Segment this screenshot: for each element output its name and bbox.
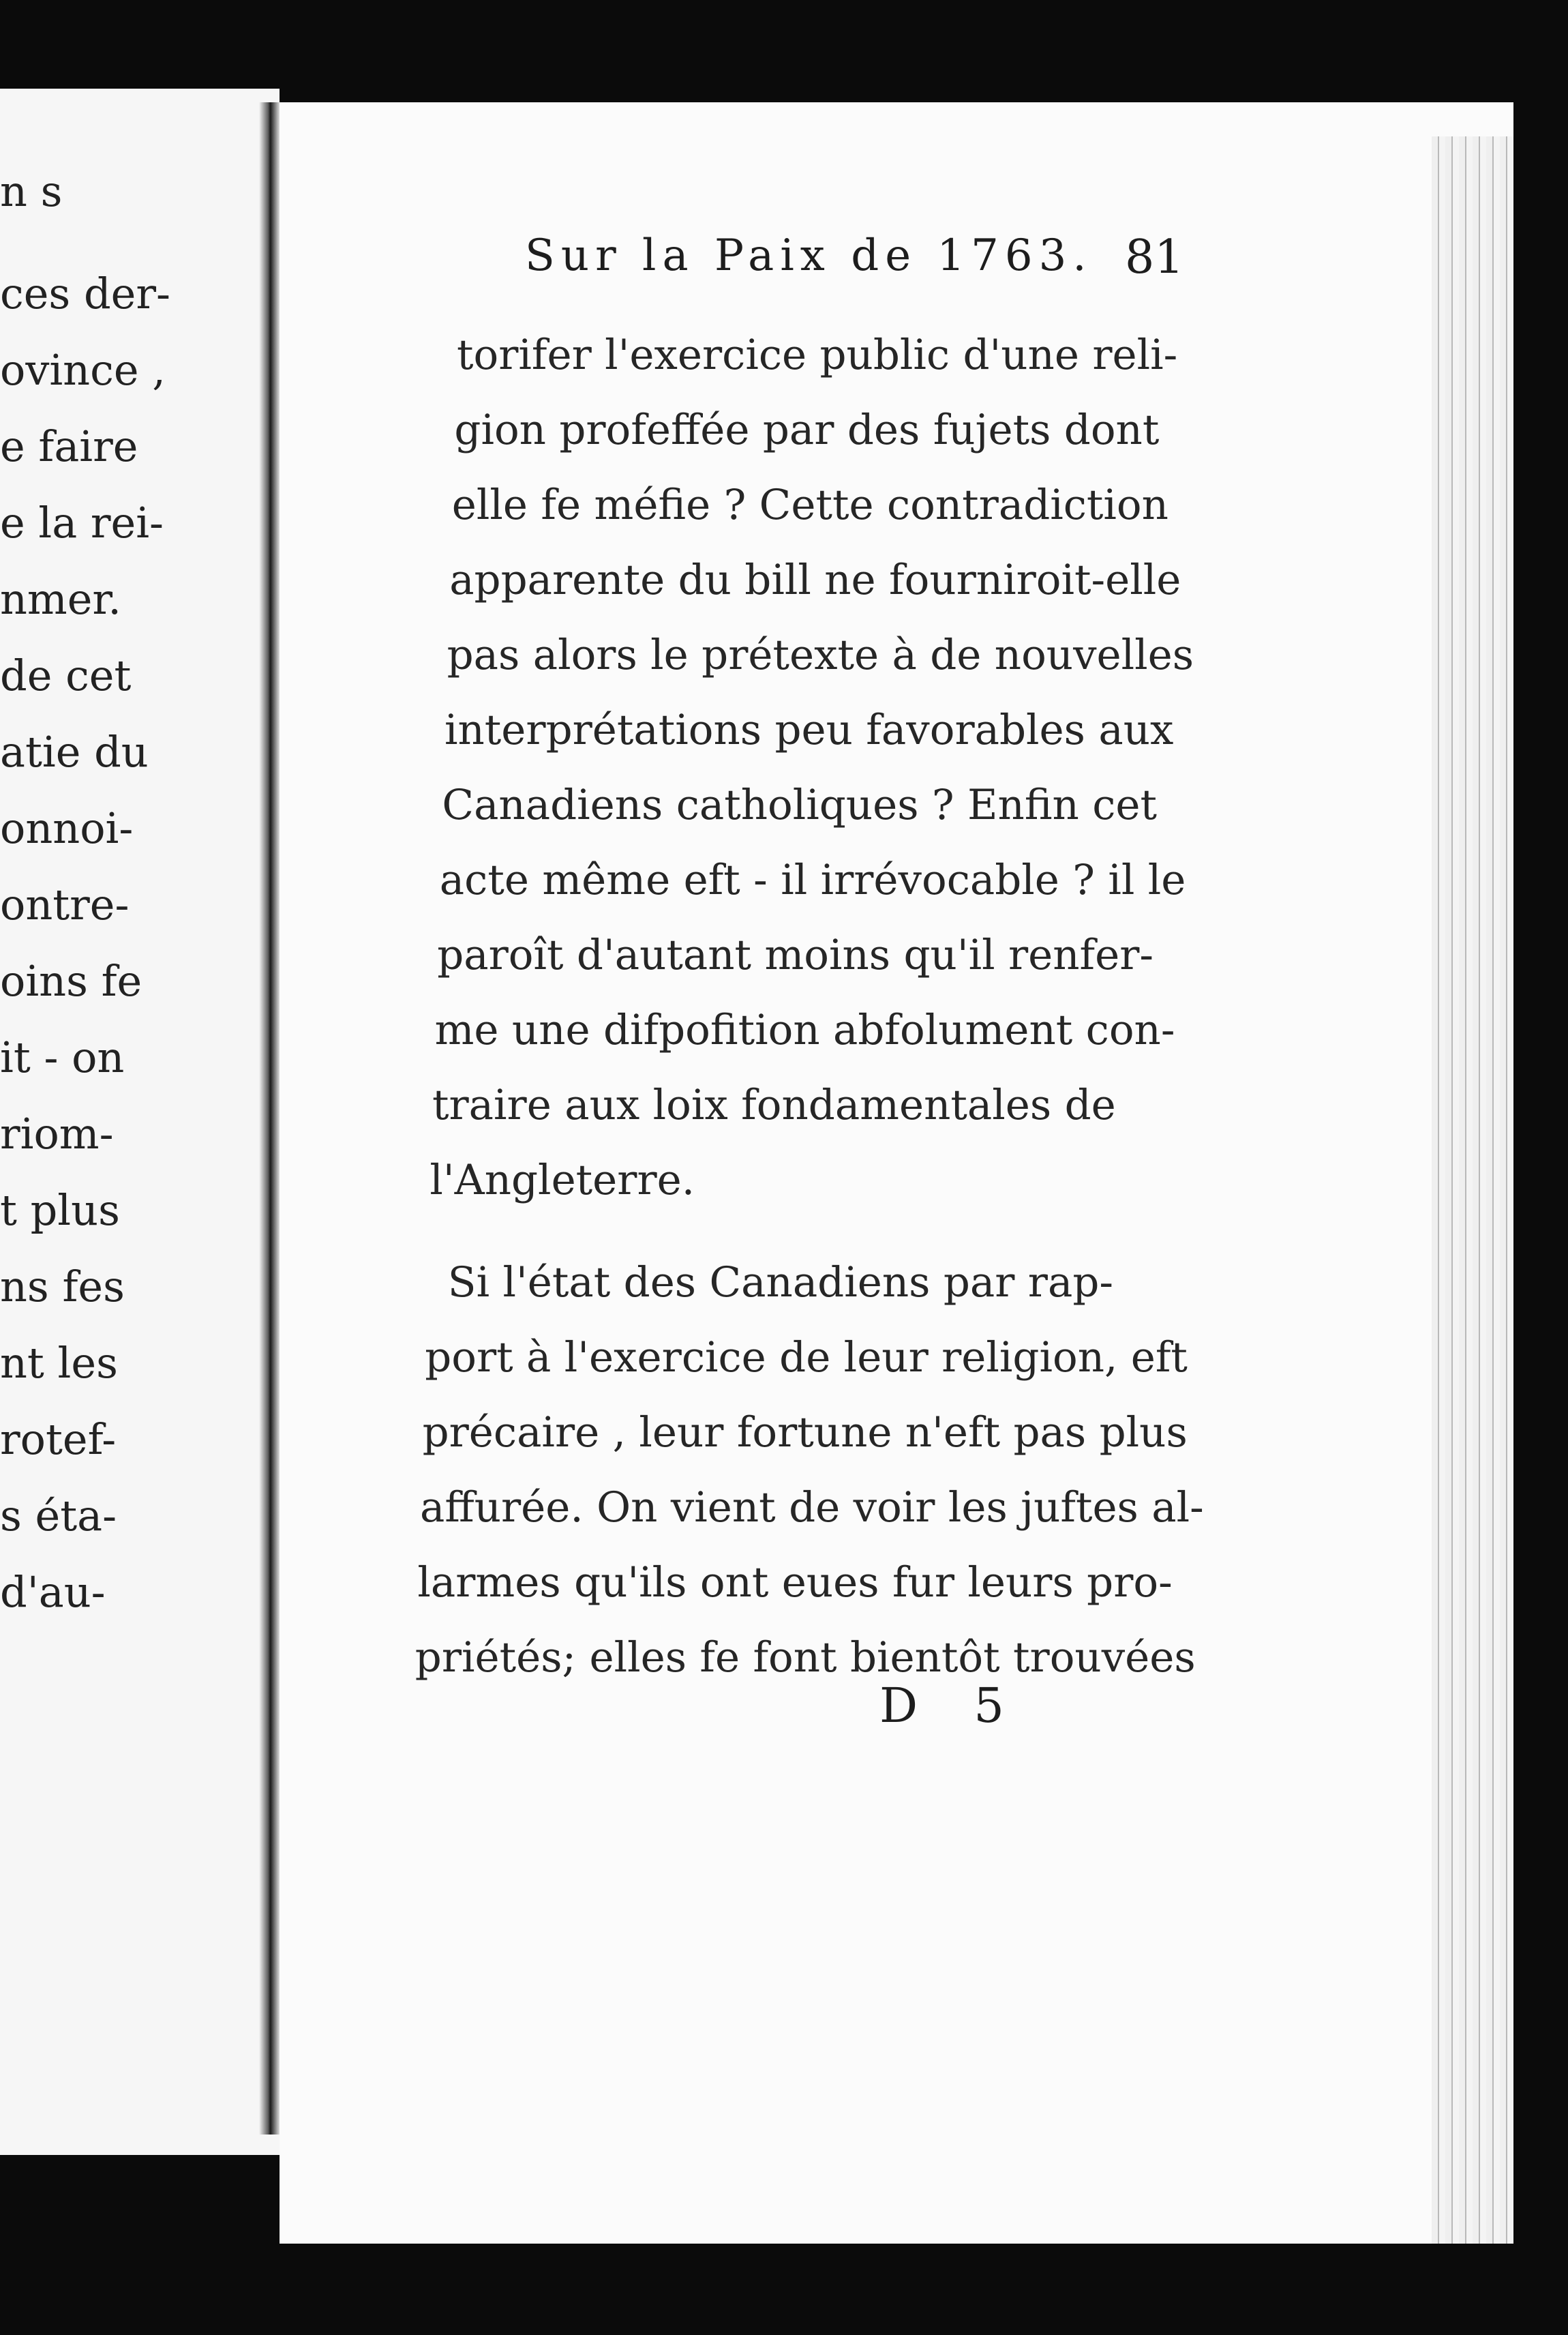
left-page-line: s éta- [0, 1491, 117, 1541]
body-text-line: précaire , leur fortune n'eft pas plus [422, 1408, 1188, 1457]
left-page-line: n s [0, 166, 63, 216]
left-page-line: e la rei- [0, 498, 164, 548]
left-page-line: ces der- [0, 269, 170, 318]
book-gutter [259, 102, 280, 2135]
body-text-line: traire aux loix fondamentales de [432, 1081, 1116, 1129]
left-page-line: e faire [0, 421, 138, 471]
left-page-line: rotef- [0, 1414, 117, 1464]
left-page-line: d'au- [0, 1567, 106, 1617]
signature-mark: D 5 [879, 1678, 1025, 1734]
body-text-line: Canadiens catholiques ? Enfin cet [442, 781, 1157, 829]
left-page-line: ovince , [0, 345, 166, 395]
body-text-line: pas alors le prétexte à de nouvelles [447, 631, 1194, 679]
page-number: 81 [1125, 230, 1184, 284]
page-edges [1432, 136, 1513, 2250]
left-page-line: nt les [0, 1338, 118, 1388]
left-page-line: it - on [0, 1032, 125, 1082]
body-text-line: gion profeffée par des fujets dont [454, 406, 1160, 454]
body-text-line: torifer l'exercice public d'une reli- [457, 331, 1178, 379]
running-title: Sur la Paix de 1763. [525, 230, 1093, 281]
left-page-line: de cet [0, 651, 132, 700]
body-text-line: interprétations peu favorables aux [444, 706, 1174, 754]
background-strip [0, 2244, 1568, 2335]
left-page-line: oins fe [0, 956, 142, 1006]
left-page-line: nmer. [0, 574, 121, 624]
body-text-line: me une difpofition abfolument con- [434, 1006, 1175, 1054]
left-page-line: riom- [0, 1109, 114, 1159]
body-text-line: acte même eft - il irrévocable ? il le [439, 856, 1186, 904]
body-text-line: affurée. On vient de voir les juftes al- [420, 1483, 1204, 1532]
left-page-line: onnoi- [0, 803, 134, 853]
body-text-line: port à l'exercice de leur religion, eft [425, 1333, 1188, 1382]
body-text-line: elle fe méfie ? Cette contradiction [451, 481, 1169, 529]
body-text-line: larmes qu'ils ont eues fur leurs pro- [417, 1558, 1173, 1607]
body-text-line: l'Angleterre. [429, 1156, 695, 1204]
left-page-line: ns fes [0, 1262, 125, 1311]
body-text-line: priétés; elles fe font bientôt trouvées [414, 1633, 1196, 1682]
body-text-line: paroît d'autant moins qu'il renfer- [437, 931, 1154, 979]
left-page-line: t plus [0, 1185, 120, 1235]
left-page [0, 89, 280, 2155]
body-text-line: apparente du bill ne fourniroit-elle [449, 556, 1181, 604]
left-page-line: atie du [0, 727, 149, 777]
left-page-line: ontre- [0, 880, 130, 929]
body-text-line: Si l'état des Canadiens par rap- [447, 1258, 1113, 1307]
